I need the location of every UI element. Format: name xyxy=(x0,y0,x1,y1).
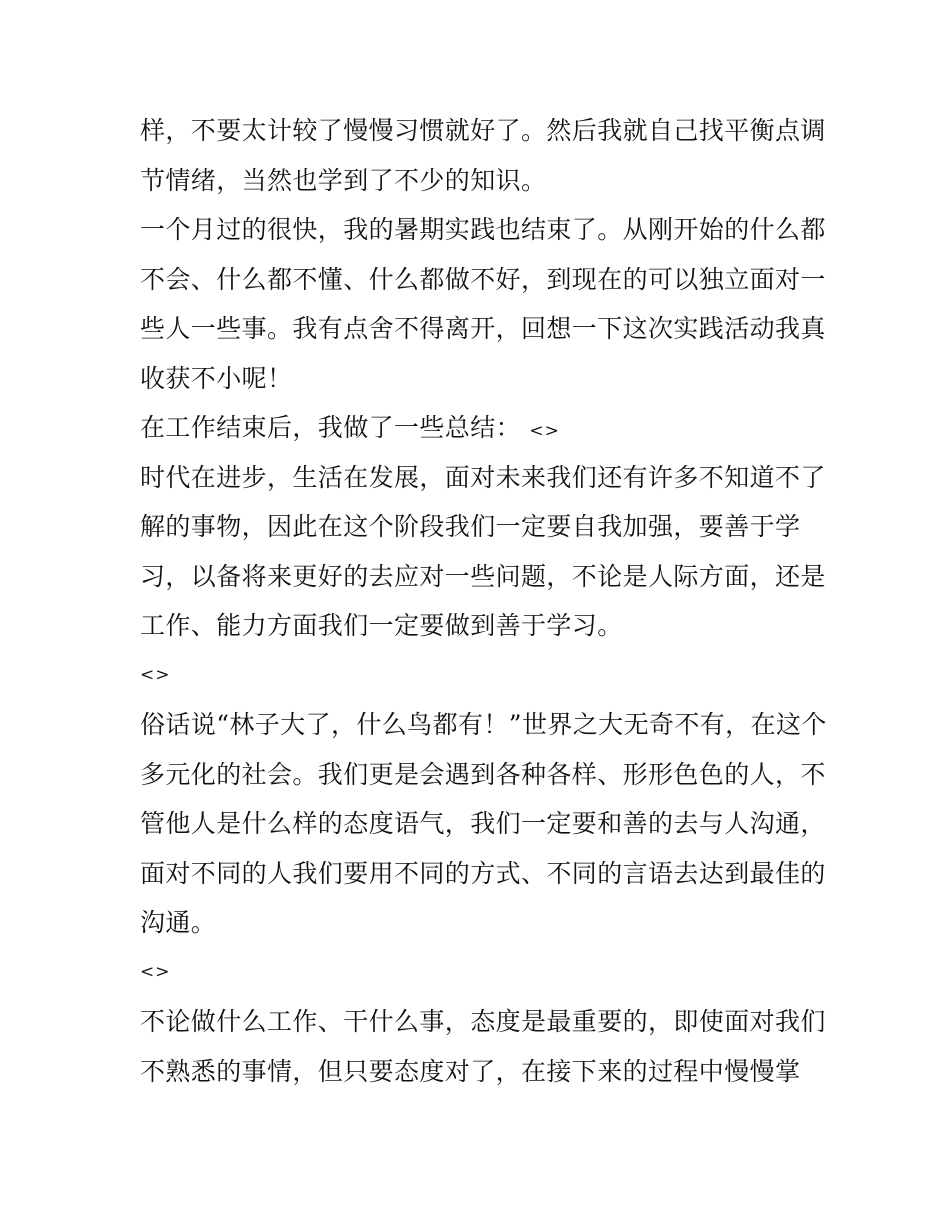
text-line: 沟通。 xyxy=(140,908,217,937)
section-marker: <> xyxy=(140,664,171,685)
text-line: 不熟悉的事情，但只要态度对了，在接下来的过程中慢慢掌 xyxy=(140,1056,801,1086)
text-line: 样，不要太计较了慢慢习惯就好了。然后我就自己找平衡点调 xyxy=(140,116,826,145)
text-line: 节情绪，当然也学到了不少的知识。 xyxy=(140,165,547,195)
text-line: 不论做什么工作、干什么事，态度是最重要的，即使面对我们 xyxy=(140,1007,826,1036)
text-line: 些人一些事。我有点舍不得离开，回想一下这次实践活动我真 xyxy=(140,314,826,343)
text-line: 解的事物，因此在这个阶段我们一定要自我加强，要善于学 xyxy=(140,512,801,541)
summary-intro-text: 在工作结束后，我做了一些总结： xyxy=(140,413,522,442)
inline-marker: <> xyxy=(529,421,560,441)
summary-intro-line xyxy=(140,403,820,453)
section-marker: <> xyxy=(140,961,171,982)
document-body xyxy=(140,106,827,1096)
text-line: 习，以备将来更好的去应对一些问题，不论是人际方面，还是 xyxy=(140,561,826,591)
text-line: 一个月过的很快，我的暑期实践也结束了。从刚开始的什么都 xyxy=(140,215,826,244)
text-line: 面对不同的人我们要用不同的方式、不同的言语去达到最佳的 xyxy=(140,858,826,888)
text-line: 收获不小呢！ xyxy=(140,363,293,393)
text-line: 工作、能力方面我们一定要做到善于学习。 xyxy=(140,611,623,640)
text-line: 多元化的社会。我们更是会遇到各种各样、形形色色的人，不 xyxy=(140,759,826,789)
text-line: 不会、什么都不懂、什么都做不好，到现在的可以独立面对一 xyxy=(140,264,826,294)
text-line: 时代在进步，生活在发展，面对未来我们还有许多不知道不了 xyxy=(140,462,826,492)
text-line: 俗话说“林子大了，什么鸟都有！”世界之大无奇不有，在这个 xyxy=(140,710,827,739)
text-line: 管他人是什么样的态度语气，我们一定要和善的去与人沟通， xyxy=(140,809,826,838)
